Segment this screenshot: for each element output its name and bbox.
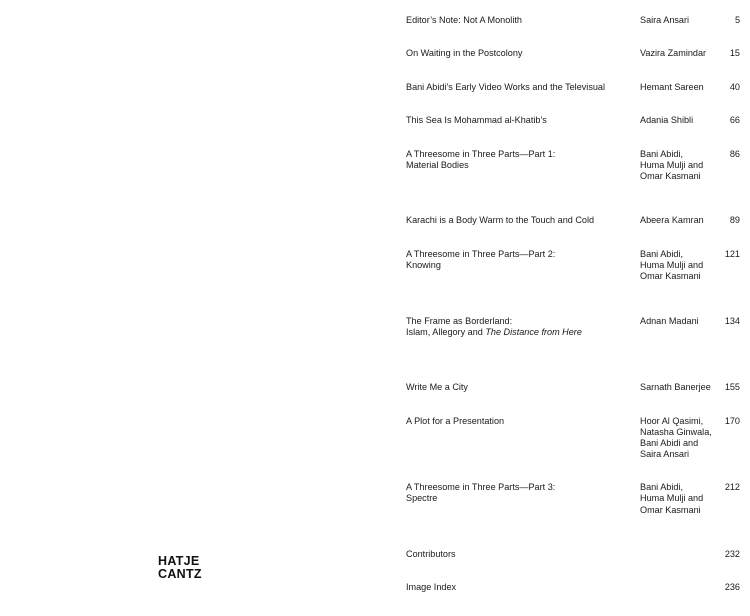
toc-entry-author-line: Abeera Kamran	[640, 215, 704, 226]
publisher-logo	[158, 555, 202, 580]
toc-entry-page: 89	[729, 215, 740, 226]
toc-entry	[406, 249, 740, 316]
toc-entry-author-line: Adania Shibli	[640, 115, 694, 126]
toc-entry-title-line: Spectre	[406, 493, 438, 504]
toc-entry	[406, 582, 740, 615]
toc-entry-author-line: Hemant Sareen	[640, 81, 704, 92]
toc-entry-author-line: Natasha Ginwala,	[640, 426, 712, 437]
toc-entry	[406, 316, 740, 383]
toc-entry	[406, 215, 740, 248]
toc-entry-page: 155	[724, 382, 740, 393]
toc-entry	[406, 115, 740, 148]
toc-entry-title-line: Material Bodies	[406, 159, 469, 170]
toc-entry-title-line: Bani Abidi’s Early Video Works and the Televisual	[406, 81, 605, 92]
toc-entry-author-line: Huma Mulji and	[640, 159, 704, 170]
toc-entry	[406, 482, 740, 549]
toc-entry-title	[406, 549, 634, 560]
toc-entry-author-line: Bani Abidi,	[640, 482, 683, 493]
toc-entry-title-line: A Threesome in Three Parts—Part 2:	[406, 248, 556, 259]
toc-entry	[406, 549, 740, 582]
table-of-contents	[406, 15, 740, 616]
toc-entry-page: 170	[724, 415, 740, 426]
toc-entry-title-line: Editor’s Note: Not A Monolith	[406, 15, 522, 25]
toc-entry-author-line: Bani Abidi,	[640, 248, 683, 259]
toc-entry-author-line: Saira Ansari	[640, 449, 690, 460]
toc-entry	[406, 15, 740, 48]
toc-entry-title	[406, 15, 634, 26]
toc-entry	[406, 82, 740, 115]
toc-entry-author-line: Omar Kasmani	[640, 504, 701, 515]
toc-entry-title	[406, 115, 634, 126]
toc-entry-author	[640, 48, 714, 59]
toc-entry-author-line: Huma Mulji and	[640, 493, 704, 504]
toc-entry-title	[406, 382, 634, 393]
toc-entry-author-line: Omar Kasmani	[640, 271, 701, 282]
toc-entry-author	[640, 382, 714, 393]
toc-entry-title	[406, 582, 634, 593]
toc-entry-title	[406, 48, 634, 59]
toc-entry-page: 5	[734, 15, 740, 25]
toc-entry-title-line: This Sea Is Mohammad al-Khatib’s	[406, 115, 547, 126]
toc-entry-title	[406, 416, 634, 427]
toc-entry-title	[406, 82, 634, 93]
toc-entry-title	[406, 316, 634, 338]
toc-entry-title-line: Contributors	[406, 548, 456, 559]
toc-entry-author-line: Hoor Al Qasimi,	[640, 415, 704, 426]
toc-entry-author	[640, 416, 714, 461]
toc-entry	[406, 149, 740, 216]
toc-entry-page: 121	[724, 248, 740, 259]
toc-entry-page: 134	[724, 315, 740, 326]
toc-entry-title-line: Knowing	[406, 259, 441, 270]
toc-entry-author	[640, 482, 714, 516]
toc-entry-page: 40	[729, 81, 740, 92]
toc-entry-page: 86	[729, 148, 740, 159]
toc-entry-page: 66	[729, 115, 740, 126]
toc-entry-title-line: The Frame as Borderland:	[406, 315, 513, 326]
toc-entry-author-line: Vazira Zamindar	[640, 48, 707, 59]
toc-entry	[406, 48, 740, 81]
toc-entry-page: 232	[724, 548, 740, 559]
toc-entry-title	[406, 482, 634, 504]
toc-entry-page: 15	[729, 48, 740, 59]
toc-entry-author-line: Omar Kasmani	[640, 170, 701, 181]
toc-entry-title-line: Karachi is a Body Warm to the Touch and Cold	[406, 215, 595, 226]
toc-entry-title-line: Image Index	[406, 582, 457, 593]
toc-entry-title-text: Islam, Allegory and	[406, 326, 486, 337]
toc-entry-title	[406, 149, 634, 171]
toc-entry-author-line: Adnan Madani	[640, 315, 699, 326]
toc-entry-author	[640, 149, 714, 183]
toc-entry-title-line: A Plot for a Presentation	[406, 415, 505, 426]
toc-entry-author	[640, 215, 714, 226]
toc-entry-title-line: A Threesome in Three Parts—Part 3:	[406, 482, 556, 493]
toc-entry-author	[640, 249, 714, 283]
toc-entry-author	[640, 15, 714, 26]
toc-entry-title-line: Write Me a City	[406, 382, 468, 393]
toc-entry-author-line: Saira Ansari	[640, 15, 690, 25]
toc-entry-author-line: Huma Mulji and	[640, 259, 704, 270]
toc-entry-title-italic: The Distance from Here	[485, 326, 582, 337]
toc-entry-author-line: Sarnath Banerjee	[640, 382, 711, 393]
publisher-logo-line: CANTZ	[158, 566, 202, 581]
toc-entry	[406, 382, 740, 415]
toc-entry-page: 212	[724, 482, 740, 493]
toc-entry-title-line	[406, 327, 634, 338]
toc-entry-author	[640, 316, 714, 327]
toc-entry-title-line: On Waiting in the Postcolony	[406, 48, 523, 59]
toc-entry-title-line: A Threesome in Three Parts—Part 1:	[406, 148, 556, 159]
toc-entry-author-line: Bani Abidi,	[640, 148, 683, 159]
toc-entry	[406, 416, 740, 482]
toc-entry-page: 236	[724, 582, 740, 593]
toc-entry-author	[640, 82, 714, 93]
toc-entry-author	[640, 115, 714, 126]
toc-entry-author-line: Bani Abidi and	[640, 438, 699, 449]
toc-entry-title	[406, 249, 634, 271]
publisher-logo-line: HATJE	[158, 554, 200, 568]
toc-entry-title	[406, 215, 634, 226]
